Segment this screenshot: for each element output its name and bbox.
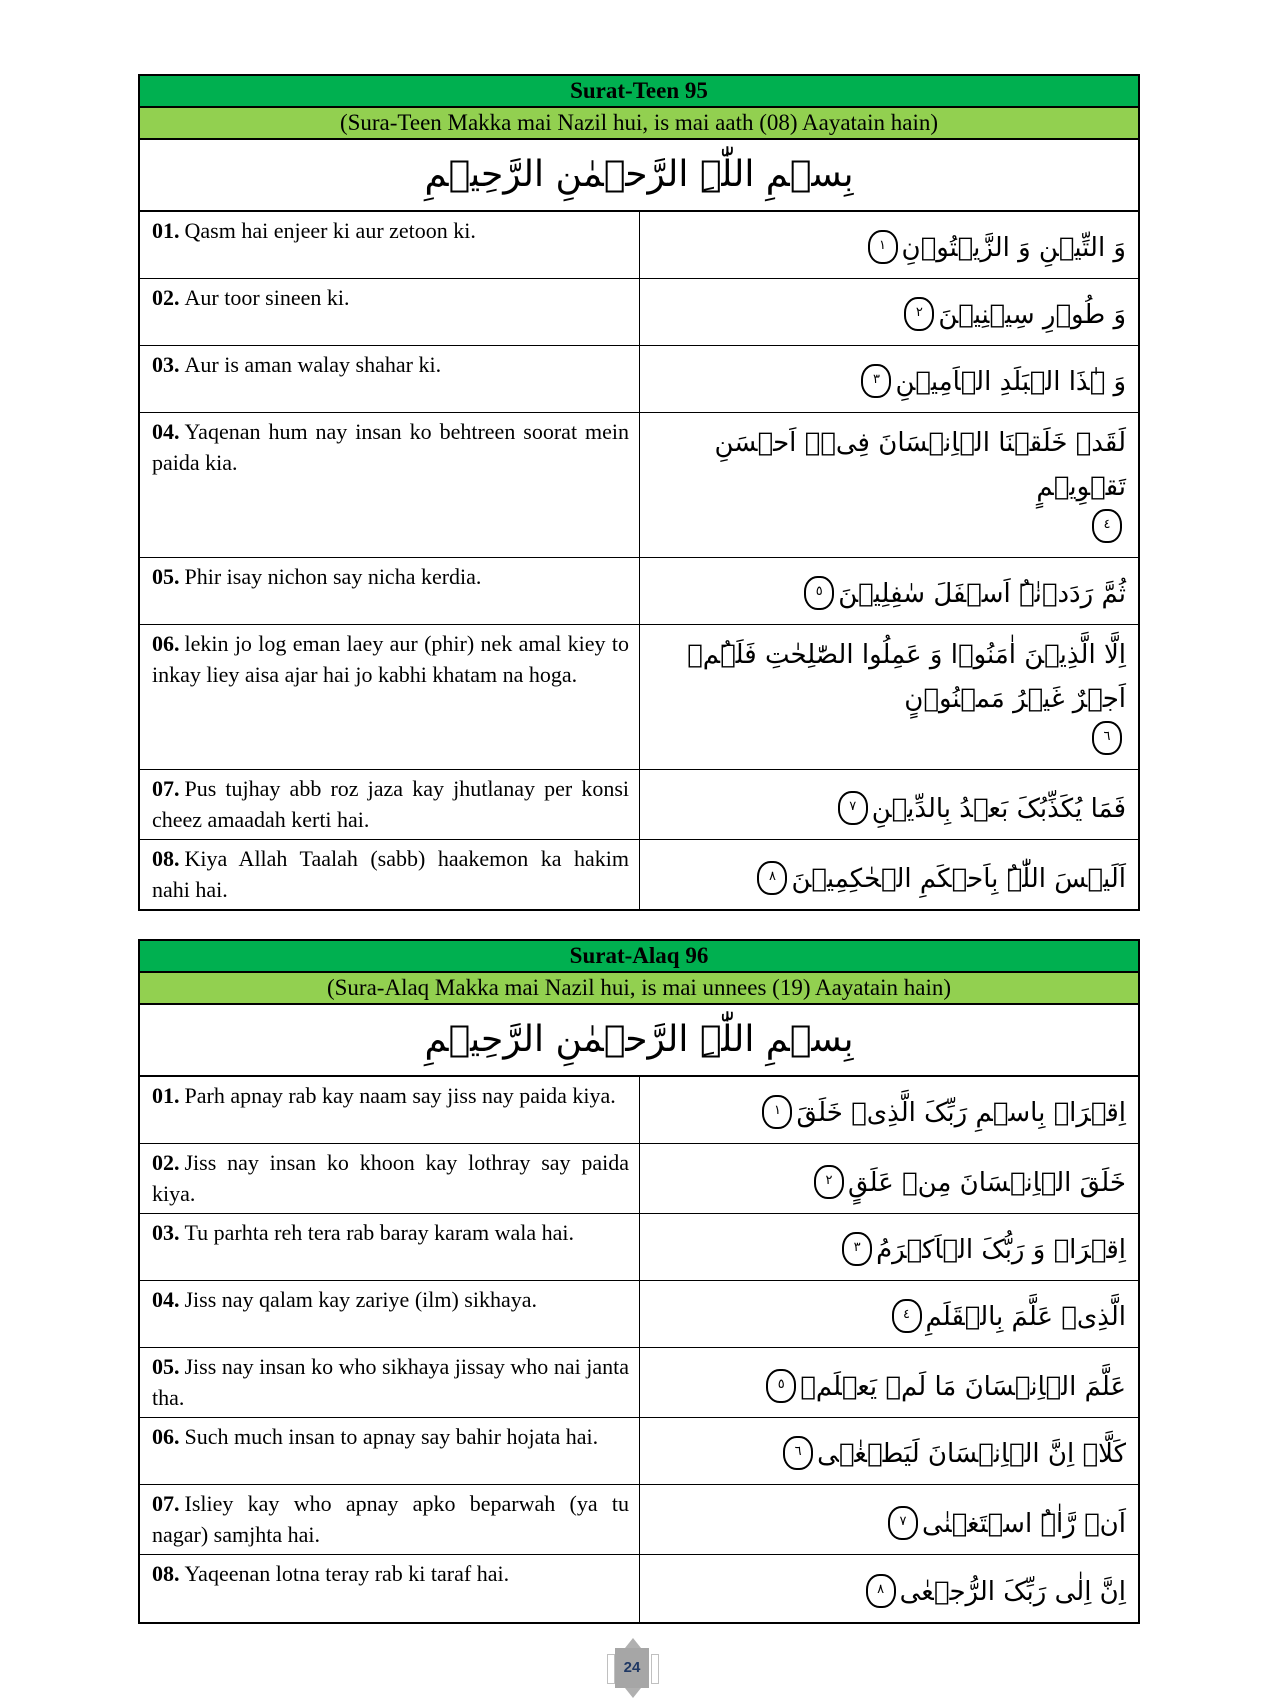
verse-row (140, 346, 1138, 413)
verse-number: 01. (152, 1083, 180, 1108)
verse-text: Jiss nay insan ko khoon kay lothray say paida kiya. (152, 1150, 629, 1206)
arabic-text: اِنَّ اِلٰی رَبِّکَ الرُّجۡعٰی (899, 1577, 1126, 1607)
verse-number: 03. (152, 1220, 180, 1245)
verse-number: 05. (152, 564, 180, 589)
verse-number: 08. (152, 1561, 180, 1586)
verse-number: 01. (152, 218, 180, 243)
verse-arabic (640, 1144, 1138, 1213)
surah-subtitle: (Sura-Alaq Makka mai Nazil hui, is mai unnees (19) Aayatain hain) (140, 973, 1138, 1005)
verse-translation (140, 1144, 640, 1213)
verse-row (140, 558, 1138, 625)
bismillah: بِسۡمِ اللّٰہِ الرَّحۡمٰنِ الرَّحِیۡمِ (140, 1005, 1138, 1077)
arabic-text: اَنۡ رَّاٰہُ اسۡتَغۡنٰی (922, 1509, 1126, 1539)
verse-row (140, 1144, 1138, 1214)
verse-number: 05. (152, 1354, 180, 1379)
arabic-text: فَمَا یُکَذِّبُکَ بَعۡدُ بِالدِّیۡنِ (871, 794, 1126, 824)
verse-arabic (640, 840, 1138, 909)
verse-row (140, 770, 1138, 840)
verse-row (140, 413, 1138, 558)
ornament-bottom-icon (625, 1688, 641, 1698)
verse-translation (140, 1418, 640, 1484)
verse-number: 02. (152, 1150, 180, 1175)
ayah-end-marker-icon: ٣ (842, 1232, 872, 1266)
verse-row (140, 1077, 1138, 1144)
ayah-end-marker-icon: ٥ (766, 1369, 796, 1403)
verse-text: Phir isay nichon say nicha kerdia. (184, 564, 482, 589)
verse-arabic (640, 625, 1138, 769)
ayah-end-marker-icon: ٢ (904, 297, 934, 331)
verse-translation (140, 1281, 640, 1347)
verse-row (140, 840, 1138, 909)
ornament-top-icon (625, 1638, 641, 1648)
ayah-end-marker-icon: ٤ (1092, 509, 1122, 543)
arabic-text: ثُمَّ رَدَدۡنٰہُ اَسۡفَلَ سٰفِلِیۡنَ (838, 579, 1126, 609)
ornament-left-icon (607, 1654, 615, 1684)
surah-table-alaq (138, 939, 1140, 1624)
verse-number: 06. (152, 631, 180, 656)
verse-row (140, 625, 1138, 770)
verse-translation (140, 346, 640, 412)
verse-number: 02. (152, 285, 180, 310)
verse-row (140, 1555, 1138, 1622)
verse-number: 04. (152, 419, 180, 444)
verse-number: 07. (152, 1491, 180, 1516)
verse-translation (140, 1485, 640, 1554)
verse-list (140, 212, 1138, 909)
arabic-text: لَقَدۡ خَلَقۡنَا الۡاِنۡسَانَ فِیۡۤ اَحۡسَنِ تَقۡوِیۡمٍ (714, 428, 1126, 502)
verse-translation (140, 1077, 640, 1143)
verse-translation (140, 840, 640, 909)
verse-text: Jiss nay qalam kay zariye (ilm) sikhaya. (184, 1287, 538, 1312)
verse-text: lekin jo log eman laey aur (phir) nek amal kiey to inkay liey aisa ajar hai jo kabhi khatam na hoga. (152, 631, 629, 687)
verse-translation (140, 625, 640, 769)
ayah-end-marker-icon: ٣ (861, 364, 891, 398)
verse-text: Tu parhta reh tera rab baray karam wala hai. (184, 1220, 575, 1245)
arabic-text: الَّذِیۡ عَلَّمَ بِالۡقَلَمِ (925, 1302, 1126, 1332)
verse-arabic (640, 1555, 1138, 1622)
arabic-text: وَ ہٰذَا الۡبَلَدِ الۡاَمِیۡنِ (895, 367, 1126, 397)
surah-title: Surat-Teen 95 (140, 76, 1138, 108)
page-number: 24 (615, 1648, 649, 1688)
verse-translation (140, 413, 640, 557)
ornament-right-icon (651, 1654, 659, 1684)
verse-text: Aur toor sineen ki. (184, 285, 350, 310)
verse-row (140, 279, 1138, 346)
verse-text: Pus tujhay abb roz jaza kay jhutlanay per konsi cheez amaadah kerti hai. (152, 776, 629, 832)
verse-text: Yaqenan hum nay insan ko behtreen soorat mein paida kia. (152, 419, 629, 475)
verse-row (140, 1348, 1138, 1418)
ayah-end-marker-icon: ٧ (838, 791, 868, 825)
verse-translation (140, 1214, 640, 1280)
ayah-end-marker-icon: ٨ (757, 861, 787, 895)
verse-number: 08. (152, 846, 180, 871)
bismillah: بِسۡمِ اللّٰہِ الرَّحۡمٰنِ الرَّحِیۡمِ (140, 140, 1138, 212)
verse-number: 03. (152, 352, 180, 377)
verse-row (140, 1281, 1138, 1348)
verse-arabic (640, 1418, 1138, 1484)
arabic-text: کَلَّاۤ اِنَّ الۡاِنۡسَانَ لَیَطۡغٰۤی (817, 1439, 1126, 1469)
verse-translation (140, 1555, 640, 1622)
surah-subtitle: (Sura-Teen Makka mai Nazil hui, is mai aath (08) Aayatain hain) (140, 108, 1138, 140)
verse-number: 07. (152, 776, 180, 801)
verse-text: Aur is aman walay shahar ki. (184, 352, 442, 377)
verse-arabic (640, 770, 1138, 839)
arabic-text: خَلَقَ الۡاِنۡسَانَ مِنۡ عَلَقٍ (847, 1168, 1126, 1198)
ayah-end-marker-icon: ٦ (1092, 721, 1122, 755)
verse-translation (140, 770, 640, 839)
verse-arabic (640, 1214, 1138, 1280)
verse-translation (140, 212, 640, 278)
verse-text: Kiya Allah Taalah (sabb) haakemon ka hakim nahi hai. (152, 846, 629, 902)
arabic-text: اِقۡرَاۡ وَ رَبُّکَ الۡاَکۡرَمُ (876, 1235, 1126, 1265)
verse-row (140, 1214, 1138, 1281)
verse-text: Jiss nay insan ko who sikhaya jissay who nai janta tha. (152, 1354, 629, 1410)
verse-list (140, 1077, 1138, 1622)
verse-number: 04. (152, 1287, 180, 1312)
verse-translation (140, 1348, 640, 1417)
verse-arabic (640, 346, 1138, 412)
verse-text: Yaqeenan lotna teray rab ki taraf hai. (184, 1561, 510, 1586)
arabic-text: وَ طُوۡرِ سِیۡنِیۡنَ (938, 300, 1126, 330)
verse-row (140, 212, 1138, 279)
verse-arabic (640, 1281, 1138, 1347)
verse-text: Isliey kay who apnay apko beparwah (ya tu nagar) samjhta hai. (152, 1491, 629, 1547)
arabic-text: عَلَّمَ الۡاِنۡسَانَ مَا لَمۡ یَعۡلَمۡ (800, 1372, 1126, 1402)
ayah-end-marker-icon: ١ (762, 1095, 792, 1129)
verse-translation (140, 279, 640, 345)
ayah-end-marker-icon: ٥ (804, 576, 834, 610)
verse-arabic (640, 212, 1138, 278)
ayah-end-marker-icon: ١ (868, 230, 898, 264)
page-number-ornament (603, 1638, 663, 1698)
verse-translation (140, 558, 640, 624)
arabic-text: اَلَیۡسَ اللّٰہُ بِاَحۡکَمِ الۡحٰکِمِیۡنَ (791, 864, 1126, 894)
verse-arabic (640, 1077, 1138, 1143)
ayah-end-marker-icon: ٤ (892, 1299, 922, 1333)
verse-row (140, 1418, 1138, 1485)
ayah-end-marker-icon: ٨ (866, 1574, 896, 1608)
arabic-text: اِلَّا الَّذِیۡنَ اٰمَنُوۡا وَ عَمِلُوا الصّٰلِحٰتِ فَلَہُمۡ اَجۡرٌ غَیۡرُ مَمۡنُوۡنٍ (687, 640, 1126, 714)
verse-arabic (640, 413, 1138, 557)
verse-arabic (640, 1348, 1138, 1417)
ayah-end-marker-icon: ٧ (888, 1506, 918, 1540)
surah-table-teen (138, 74, 1140, 911)
verse-text: Such much insan to apnay say bahir hojata hai. (184, 1424, 599, 1449)
verse-number: 06. (152, 1424, 180, 1449)
verse-arabic (640, 558, 1138, 624)
surah-title: Surat-Alaq 96 (140, 941, 1138, 973)
verse-text: Parh apnay rab kay naam say jiss nay paida kiya. (184, 1083, 616, 1108)
arabic-text: وَ التِّیۡنِ وَ الزَّیۡتُوۡنِ (901, 233, 1126, 263)
arabic-text: اِقۡرَاۡ بِاسۡمِ رَبِّکَ الَّذِیۡ خَلَقَ (796, 1098, 1126, 1128)
ayah-end-marker-icon: ٦ (783, 1436, 813, 1470)
verse-row (140, 1485, 1138, 1555)
ayah-end-marker-icon: ٢ (814, 1165, 844, 1199)
verse-text: Qasm hai enjeer ki aur zetoon ki. (184, 218, 476, 243)
verse-arabic (640, 279, 1138, 345)
verse-arabic (640, 1485, 1138, 1554)
